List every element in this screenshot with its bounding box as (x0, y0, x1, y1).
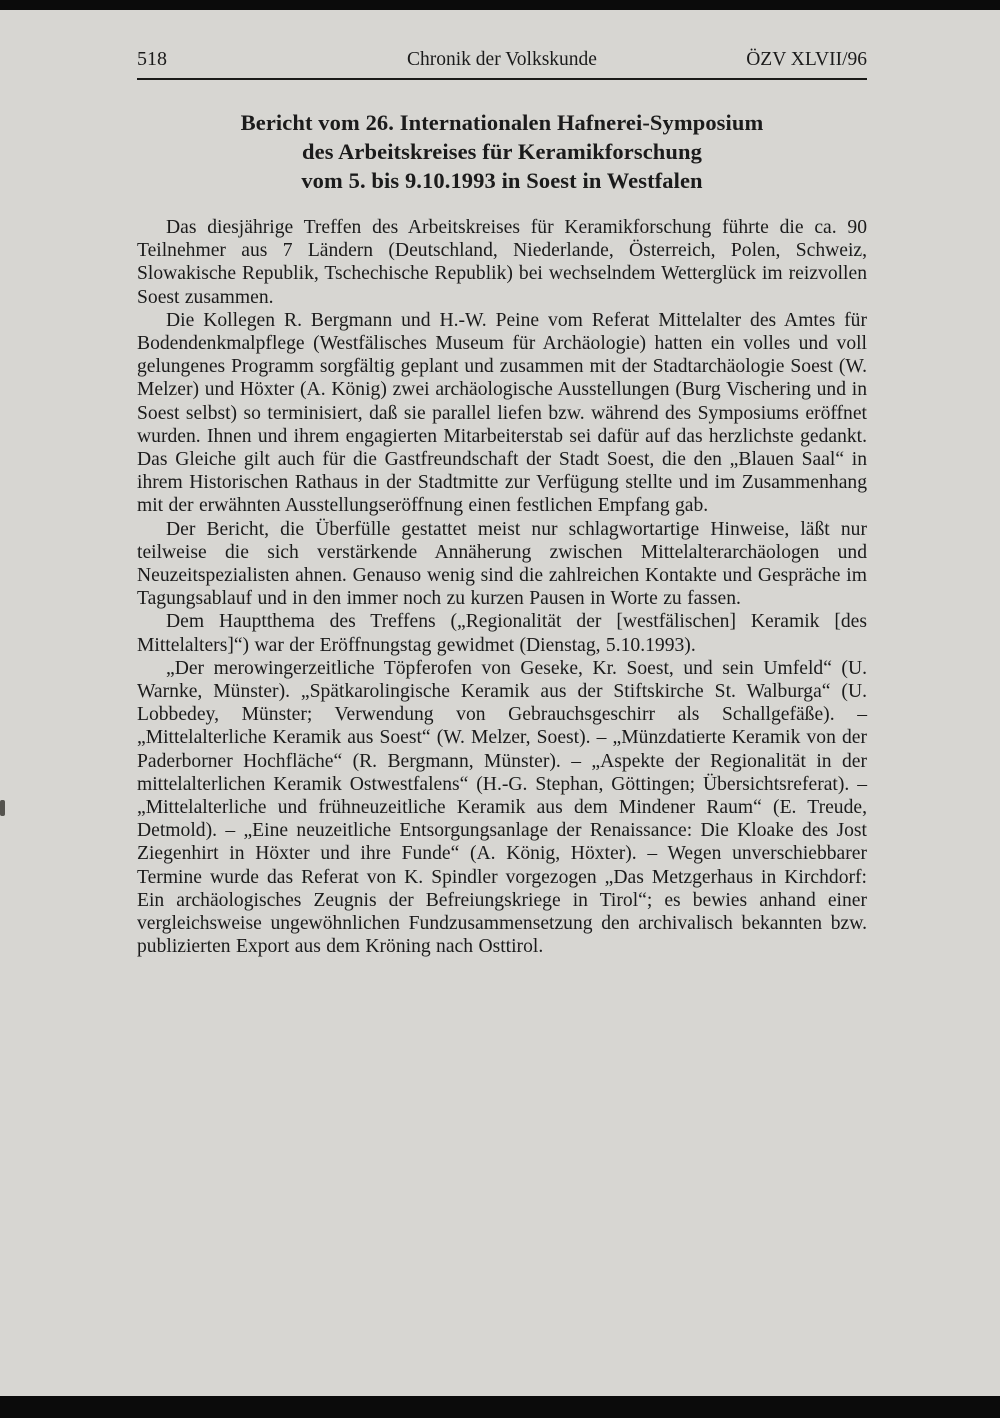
header-rule (137, 78, 867, 80)
running-title: Chronik der Volkskunde (407, 49, 597, 70)
page-content (137, 48, 867, 959)
paragraph-4: Dem Hauptthema des Treffens („Regionalität der [westfälischen] Keramik [des Mittelalters]“) war der Eröffnungstag gewidmet (Dienstag, 5.10.1993). (137, 611, 867, 656)
running-header (137, 48, 867, 71)
journal-reference: ÖZV XLVII/96 (746, 49, 867, 70)
scan-edge-top (0, 0, 1000, 10)
paragraph-3: Der Bericht, die Überfülle gestattet meist nur schlagwortartige Hinweise, läßt nur teilweise die sich verstärkende Annäherung zwischen Mittelalterarchäologen und Neuzeitspezialisten ahnen. Genauso wenig sind die zahlreichen Kontakte und Gespräche im Tagungsablauf und in den immer noch zu kurzen Pausen in Worte zu fassen. (137, 518, 867, 610)
article-title-line-1: Bericht vom 26. Internationalen Hafnerei-Symposium (240, 110, 764, 135)
page-number: 518 (137, 48, 167, 70)
article-title-line-3: vom 5. bis 9.10.1993 in Soest in Westfalen (301, 168, 703, 193)
paragraph-5: „Der merowingerzeitliche Töpferofen von Geseke, Kr. Soest, und sein Umfeld“ (U. Warnke, Münster). „Spätkarolingische Keramik aus der Stiftskirche St. Walburga“ (U. Lobbedey, Münster; Verwendung von Gebrauchsgeschirr als Schallgefäße). – „Mittelalterliche Keramik aus Soest“ (W. Melzer, Soest). – „Münzdatierte Keramik von der Paderborner Hochfläche“ (R. Bergmann, Münster). – „Aspekte der Regionalität in der mittelalterlichen Keramik Ostwestfalens“ (H.-G. Stephan, Göttingen; Übersichtsreferat). – „Mittelalterliche und frühneuzeitliche Keramik aus dem Mindener Raum“ (E. Treude, Detmold). – „Eine neuzeitliche Entsorgungsanlage der Renaissance: Die Kloake des Jost Ziegenhirt in Höxter und ihre Funde“ (A. König, Höxter). – Wegen unverschiebbarer Termine wurde das Referat von K. Spindler vorgezogen „Das Metzgerhaus in Kirchdorf: Ein archäologisches Zeugnis der Befreiungskriege in Tirol“; es bewies anhand einer vergleichsweise ungewöhnlichen Fundzusammensetzung den archivalisch bekannten bzw. publizierten Export aus dem Kröning nach Osttirol. (137, 657, 867, 958)
article-title (137, 108, 867, 195)
scan-artifact-mark (0, 800, 5, 816)
article-body (137, 216, 867, 959)
paragraph-1: Das diesjährige Treffen des Arbeitskreises für Keramikforschung führte die ca. 90 Teilnehmer aus 7 Ländern (Deutschland, Niederlande, Österreich, Polen, Schweiz, Slowakische Republik, Tschechische Republik) bei wechselndem Wetterglück im reizvollen Soest zusammen. (137, 217, 867, 308)
article-title-line-2: des Arbeitskreises für Keramikforschung (302, 139, 702, 164)
paragraph-2: Die Kollegen R. Bergmann und H.-W. Peine vom Referat Mittelalter des Amtes für Bodendenkmalpflege (Westfälisches Museum für Archäologie) hatten ein volles und voll gelungenes Programm sorgfältig geplant und zusammen mit der Stadtarchäologie Soest (W. Melzer) und Höxter (A. König) zwei archäologische Ausstellungen (Burg Vischering und in Soest selbst) so terminisiert, daß sie parallel liefen bzw. während des Symposiums eröffnet wurden. Ihnen und ihrem engagierten Mitarbeiterstab sei dafür auf das herzlichste gedankt. Das Gleiche gilt auch für die Gastfreundschaft der Stadt Soest, die den „Blauen Saal“ in ihrem Historischen Rathaus in der Stadtmitte zur Verfügung stellte und im Zusammenhang mit der erwähnten Ausstellungseröffnung einen festlichen Empfang gab. (137, 309, 867, 517)
scan-edge-bottom (0, 1396, 1000, 1418)
